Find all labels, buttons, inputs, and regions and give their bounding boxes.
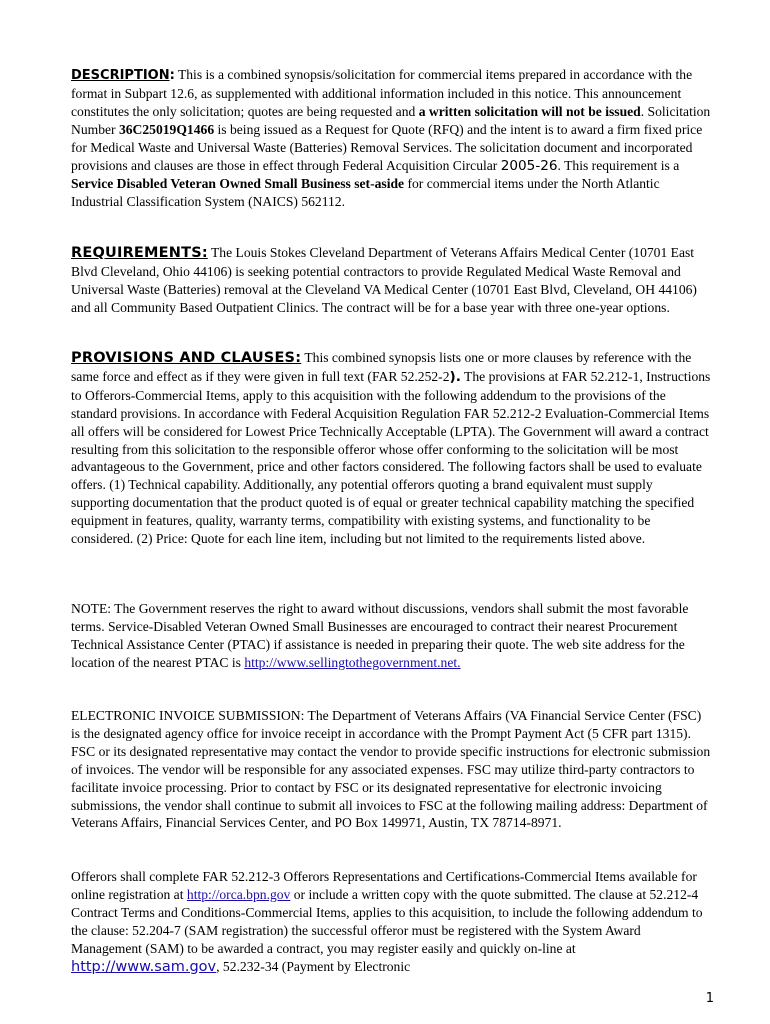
description-heading: DESCRIPTION (71, 68, 170, 83)
offerors-text-3: , 52.232-34 (Payment by Electronic (216, 958, 411, 974)
provisions-paragraph (71, 349, 711, 548)
requirements-heading: REQUIREMENTS: (71, 245, 208, 261)
page-number: 1 (705, 991, 714, 1006)
description-paragraph (71, 66, 711, 211)
note-text: NOTE: The Government reserves the right to award without discussions, vendors shall submit the most favorable terms. Service-Disabled Veteran Owned Small Businesses are encouraged to contract their nearest Procurement Technical Assistance Center (PTAC) if assistance is needed in preparing their quote. The web site address for the location of the nearest PTAC is (71, 601, 689, 670)
provisions-text: This combined synopsis lists one or more clauses by reference with the same force and effect as if they were given in full text (FAR 52.252-2 (71, 350, 692, 384)
ptac-link[interactable]: http://www.sellingtothegovernment.net. (244, 654, 461, 670)
sam-link[interactable]: http://www.sam.gov (71, 958, 217, 975)
description-text-2: . Solicitation Number (71, 103, 711, 137)
invoice-text: ELECTRONIC INVOICE SUBMISSION: The Department of Veterans Affairs (VA Financial Service Center (FSC) is the designated agency office for invoice receipt in accordance with the Prompt Payment Act (5 CFR part 1315). FSC or its designated representative may contact the vendor to provide specific instructions for electronic submission of invoices. The vendor will be responsible for any associated expenses. FSC may utilize third-party contractors to facilitate invoice processing. Prior to contact by FSC or its designated representative for electronic invoicing submissions, the vendor shall continue to submit all invoices to FSC at the following mailing address: Department of Veterans Affairs, Financial Services Center, and PO Box 149971, Austin, TX 78714-8971. (71, 708, 711, 831)
requirements-paragraph (71, 244, 711, 317)
requirements-text: The Louis Stokes Cleveland Department of Veterans Affairs Medical Center (10701 East Blvd Cleveland, Ohio 44106) is seeking potential contractors to provide Regulated Medical Waste Removal and Universal Waste (Batteries) removal at the Cleveland VA Medical Center (10701 East Blvd, Cleveland, OH 44106) and all Community Based Outpatient Clinics. The contract will be for a base year with three one-year options. (71, 245, 697, 315)
description-text-4: . This requirement is a (557, 157, 680, 173)
provisions-closing-paren: ). (449, 368, 461, 385)
provisions-text-2: The provisions at FAR 52.212-1, Instructions to Offerors-Commercial Items, apply to this acquisition with the following addendum to the provisions of the standard provisions. In accordance with Federal Acquisition Regulation FAR 52.212-2 Evaluation-Commercial Items all offers will be considered for Lowest Price Technically Acceptable (LPTA). The Government will award a contract resulting from this solicitation to the responsible offeror whose offer conforming to the solicitation will be most advantageous to the Government, price and other factors considered. The following factors shall be used to evaluate offers. (1) Technical capability. Additionally, any potential offerors quoting a brand equivalent must supply supporting documentation that the product quoted is of equal or greater technical capability matching the specified equipment in features, quality, warranty terms, compatibility with existing systems, and functionality to be considered. (2) Price: Quote for each line item, including but not limited to the requirements listed above. (71, 368, 711, 547)
description-bold-statement: a written solicitation will not be issued (418, 103, 641, 119)
offerors-text-2: or include a written copy with the quote submitted. The clause at 52.212-4 Contract Terms and Conditions-Commercial Items, applies to this acquisition, to include the following addendum to the clause: 52.204-7 (SAM registration) the successful offeror must be registered with the System Award Management (SAM) to be awarded a contract, you may register easily and quickly on-line at (71, 886, 703, 956)
offerors-paragraph (71, 868, 711, 976)
description-heading-colon: : (169, 68, 175, 83)
note-paragraph (71, 600, 711, 672)
offerors-text: Offerors shall complete FAR 52.212-3 Offerors Representations and Certifications-Commercial Items available for online registration at (71, 869, 697, 902)
solicitation-number: 36C25019Q1466 (118, 121, 215, 137)
fac-number: 2005-26 (500, 157, 558, 174)
provisions-heading: PROVISIONS AND CLAUSES: (71, 350, 302, 366)
description-text-5: for commercial items under the North Atlantic Industrial Classification System (NAICS) 562112. (71, 176, 660, 210)
description-text: This is a combined synopsis/solicitation for commercial items prepared in accordance with the format in Subpart 12.6, as supplemented with additional information included in this notice. This announcement constitutes the only solicitation; quotes are being requested and (71, 67, 693, 119)
set-aside-type: Service Disabled Veteran Owned Small Business set-aside (71, 176, 405, 192)
invoice-paragraph (71, 707, 711, 832)
description-text-3: is being issued as a Request for Quote (RFQ) and the intent is to award a firm fixed price for Medical Waste and Universal Waste (Batteries) Removal Services. The solicitation document and incorporated provisions and clauses are those in effect through Federal Acquisition Circular (71, 121, 703, 173)
orca-link[interactable]: http://orca.bpn.gov (186, 886, 291, 902)
